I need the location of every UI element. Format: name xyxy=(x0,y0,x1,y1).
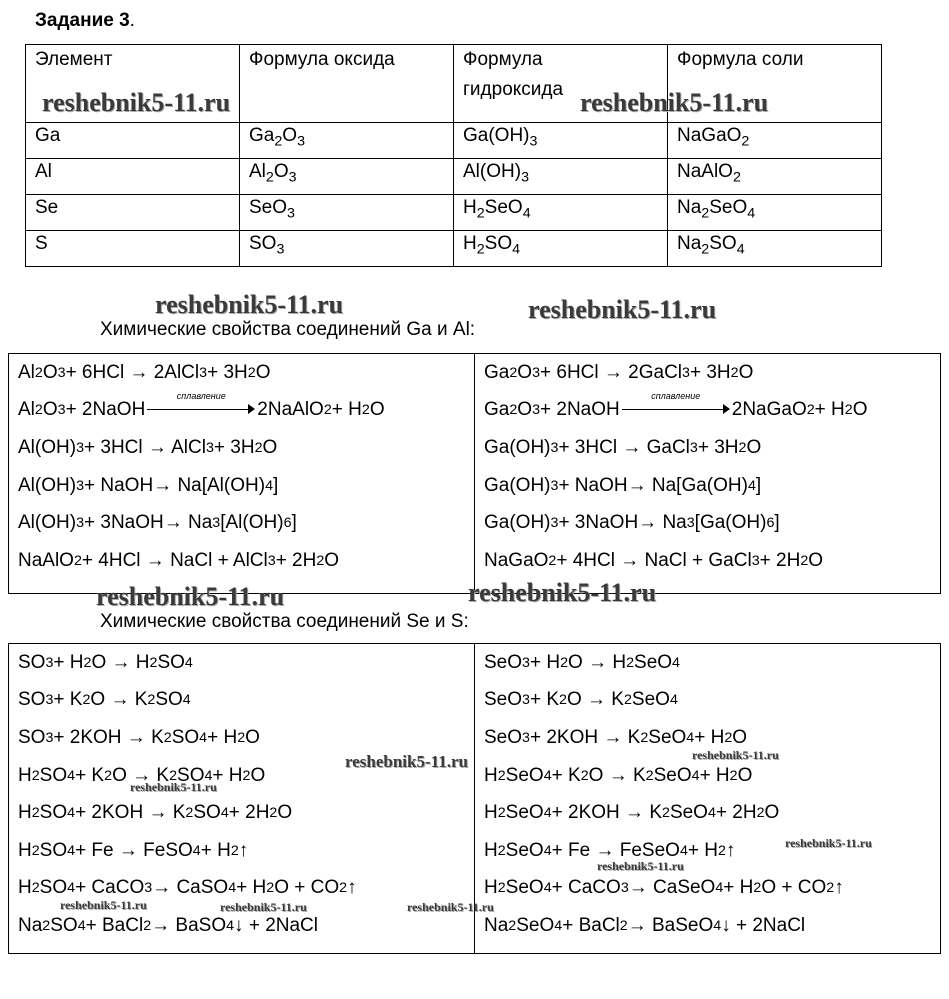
watermark: reshebnik5-11.ru xyxy=(345,752,468,771)
reaction-line: Al(OH) 3 + 3HCl → AlCl 3 + 3H 2 O xyxy=(18,436,278,458)
reaction-line: Ga(OH) 3 + 3HCl → GaCl 3 + 3H 2 O xyxy=(484,436,762,458)
table-cell: Al xyxy=(26,159,240,195)
table-cell: Se xyxy=(26,195,240,231)
watermark: reshebnik5-11.ru xyxy=(42,88,231,117)
task-title: Задание 3. xyxy=(35,10,135,31)
table-cell: $Al_2O_3$ xyxy=(240,159,454,195)
reaction-line: Ga(OH) 3 + NaOH→ Na[Ga(OH) 4 ] xyxy=(484,474,762,496)
reaction-line: H 2 SO 4 + 2KOH → K 2 SO 4 + 2H 2 O xyxy=(18,802,293,824)
reaction-line: H 2 SeO 4 + K 2 O → K 2 SeO 4 + H 2 O xyxy=(484,764,753,786)
reaction-line: H 2 SO 4 + CaCO 3 → CaSO 4 + H 2 O + CO 2 ↑ xyxy=(18,877,357,899)
watermark: reshebnik5-11.ru xyxy=(60,898,147,912)
table-cell: $Na_2SeO_4$ xyxy=(668,195,882,231)
reaction-line: Al(OH) 3 + 3NaOH→ Na 3 [Al(OH) 6 ] xyxy=(18,512,297,534)
reaction-line: H 2 SeO 4 + 2KOH → K 2 SeO 4 + 2H 2 O xyxy=(484,802,780,824)
s-reactions-column xyxy=(9,644,474,953)
reaction-line: H 2 SO 4 + Fe → FeSO 4 + H 2 ↑ xyxy=(18,839,249,861)
se-s-reactions-box xyxy=(8,643,941,954)
watermark: reshebnik5-11.ru xyxy=(407,900,494,914)
watermark: reshebnik5-11.ru xyxy=(468,578,657,607)
fusion-arrow-icon: сплавление xyxy=(147,405,255,415)
reaction-line: Al(OH) 3 + NaOH→ Na[Al(OH) 4 ] xyxy=(18,474,279,496)
watermark: reshebnik5-11.ru xyxy=(580,88,769,117)
table-cell: SeO$_3$ xyxy=(240,195,454,231)
table-cell: $H_2SeO_4$ xyxy=(454,195,668,231)
header-hydroxide-line2: гидроксида xyxy=(463,79,564,100)
watermark: reshebnik5-11.ru xyxy=(528,295,717,324)
table-row xyxy=(26,159,882,195)
reaction-line: Ga 2 O 3 + 6HCl → 2GaCl 3 + 3H 2 O xyxy=(484,361,754,383)
reaction-line: Na 2 SeO 4 + BaCl 2 → BaSeO 4 ↓ + 2NaCl xyxy=(484,914,806,936)
table-cell: $Ga(OH)_3$ xyxy=(454,123,668,159)
table-header-row xyxy=(26,45,882,123)
header-hydroxide-line1: Формула xyxy=(463,49,543,70)
al-reactions-column xyxy=(9,354,474,593)
section-title-se-s: Химические свойства соединений Se и S: xyxy=(100,611,469,632)
reaction-line: Al 2 O 3 + 2NaOH сплавление 2NaAlO 2 + H 2 O xyxy=(18,391,385,421)
reaction-line: Al 2 O 3 + 6HCl → 2AlCl 3 + 3H 2 O xyxy=(18,361,271,383)
table-cell: $Ga_2O_3$ xyxy=(240,123,454,159)
watermark: reshebnik5-11.ru xyxy=(597,859,684,873)
reaction-line: SO 3 + 2KOH → K 2 SO 4 + H 2 O xyxy=(18,726,260,748)
watermark: reshebnik5-11.ru xyxy=(220,900,307,914)
table-cell: $Na_2SO_4$ xyxy=(668,231,882,267)
watermark: reshebnik5-11.ru xyxy=(785,836,872,850)
table-cell: NaGaO$_2$ xyxy=(668,123,882,159)
se-reactions-column xyxy=(474,644,940,953)
reaction-line: Ga(OH) 3 + 3NaOH→ Na 3 [Ga(OH) 6 ] xyxy=(484,512,780,534)
header-hydroxide xyxy=(454,45,668,123)
fusion-arrow-icon: сплавление xyxy=(622,405,730,415)
reaction-line: Na 2 SO 4 + BaCl 2 → BaSO 4 ↓ + 2NaCl xyxy=(18,914,318,936)
table-cell: $SO_3$ xyxy=(240,231,454,267)
table-cell: NaAlO$_2$ xyxy=(668,159,882,195)
header-salt: Формула соли xyxy=(668,45,882,123)
reaction-line: Ga 2 O 3 + 2NaOH сплавление 2NaGaO 2 + H 2 O xyxy=(484,391,868,421)
table-row xyxy=(26,195,882,231)
reaction-line: NaAlO 2 + 4HCl → NaCl + AlCl 3 + 2H 2 O xyxy=(18,549,340,571)
table-cell: Ga xyxy=(26,123,240,159)
ga-reactions-column xyxy=(474,354,940,593)
watermark: reshebnik5-11.ru xyxy=(155,290,344,319)
watermark: reshebnik5-11.ru xyxy=(96,582,285,611)
reaction-line: SO 3 + K 2 O → K 2 SO 4 xyxy=(18,689,191,711)
reaction-line: NaGaO 2 + 4HCl → NaCl + GaCl 3 + 2H 2 O xyxy=(484,549,824,571)
table-row xyxy=(26,231,882,267)
watermark: reshebnik5-11.ru xyxy=(692,748,779,762)
table-cell: S xyxy=(26,231,240,267)
reaction-line: H 2 SeO 4 + CaCO 3 → CaSeO 4 + H 2 O + CO 2 ↑ xyxy=(484,877,844,899)
reaction-line: H 2 SeO 4 + Fe → FeSeO 4 + H 2 ↑ xyxy=(484,839,736,861)
header-oxide: Формула оксида xyxy=(240,45,454,123)
watermark: reshebnik5-11.ru xyxy=(130,780,217,794)
table-row xyxy=(26,123,882,159)
header-element: Элемент xyxy=(26,45,240,123)
ga-al-reactions-box xyxy=(8,353,941,594)
reaction-line: SeO 3 + 2KOH → K 2 SeO 4 + H 2 O xyxy=(484,726,748,748)
elements-table xyxy=(25,44,882,267)
table-cell: $Al(OH)_3$ xyxy=(454,159,668,195)
reaction-line: SeO 3 + H 2 O → H 2 SeO 4 xyxy=(484,651,680,673)
reaction-line: SO 3 + H 2 O → H 2 SO 4 xyxy=(18,651,193,673)
table-cell: $H_2SO_4$ xyxy=(454,231,668,267)
section-title-ga-al: Химические свойства соединений Ga и Al: xyxy=(100,319,476,340)
reaction-line: SeO 3 + K 2 O → K 2 SeO 4 xyxy=(484,689,678,711)
reaction-line: H 2 SO 4 + K 2 O → K 2 SO 4 + H 2 O xyxy=(18,764,266,786)
